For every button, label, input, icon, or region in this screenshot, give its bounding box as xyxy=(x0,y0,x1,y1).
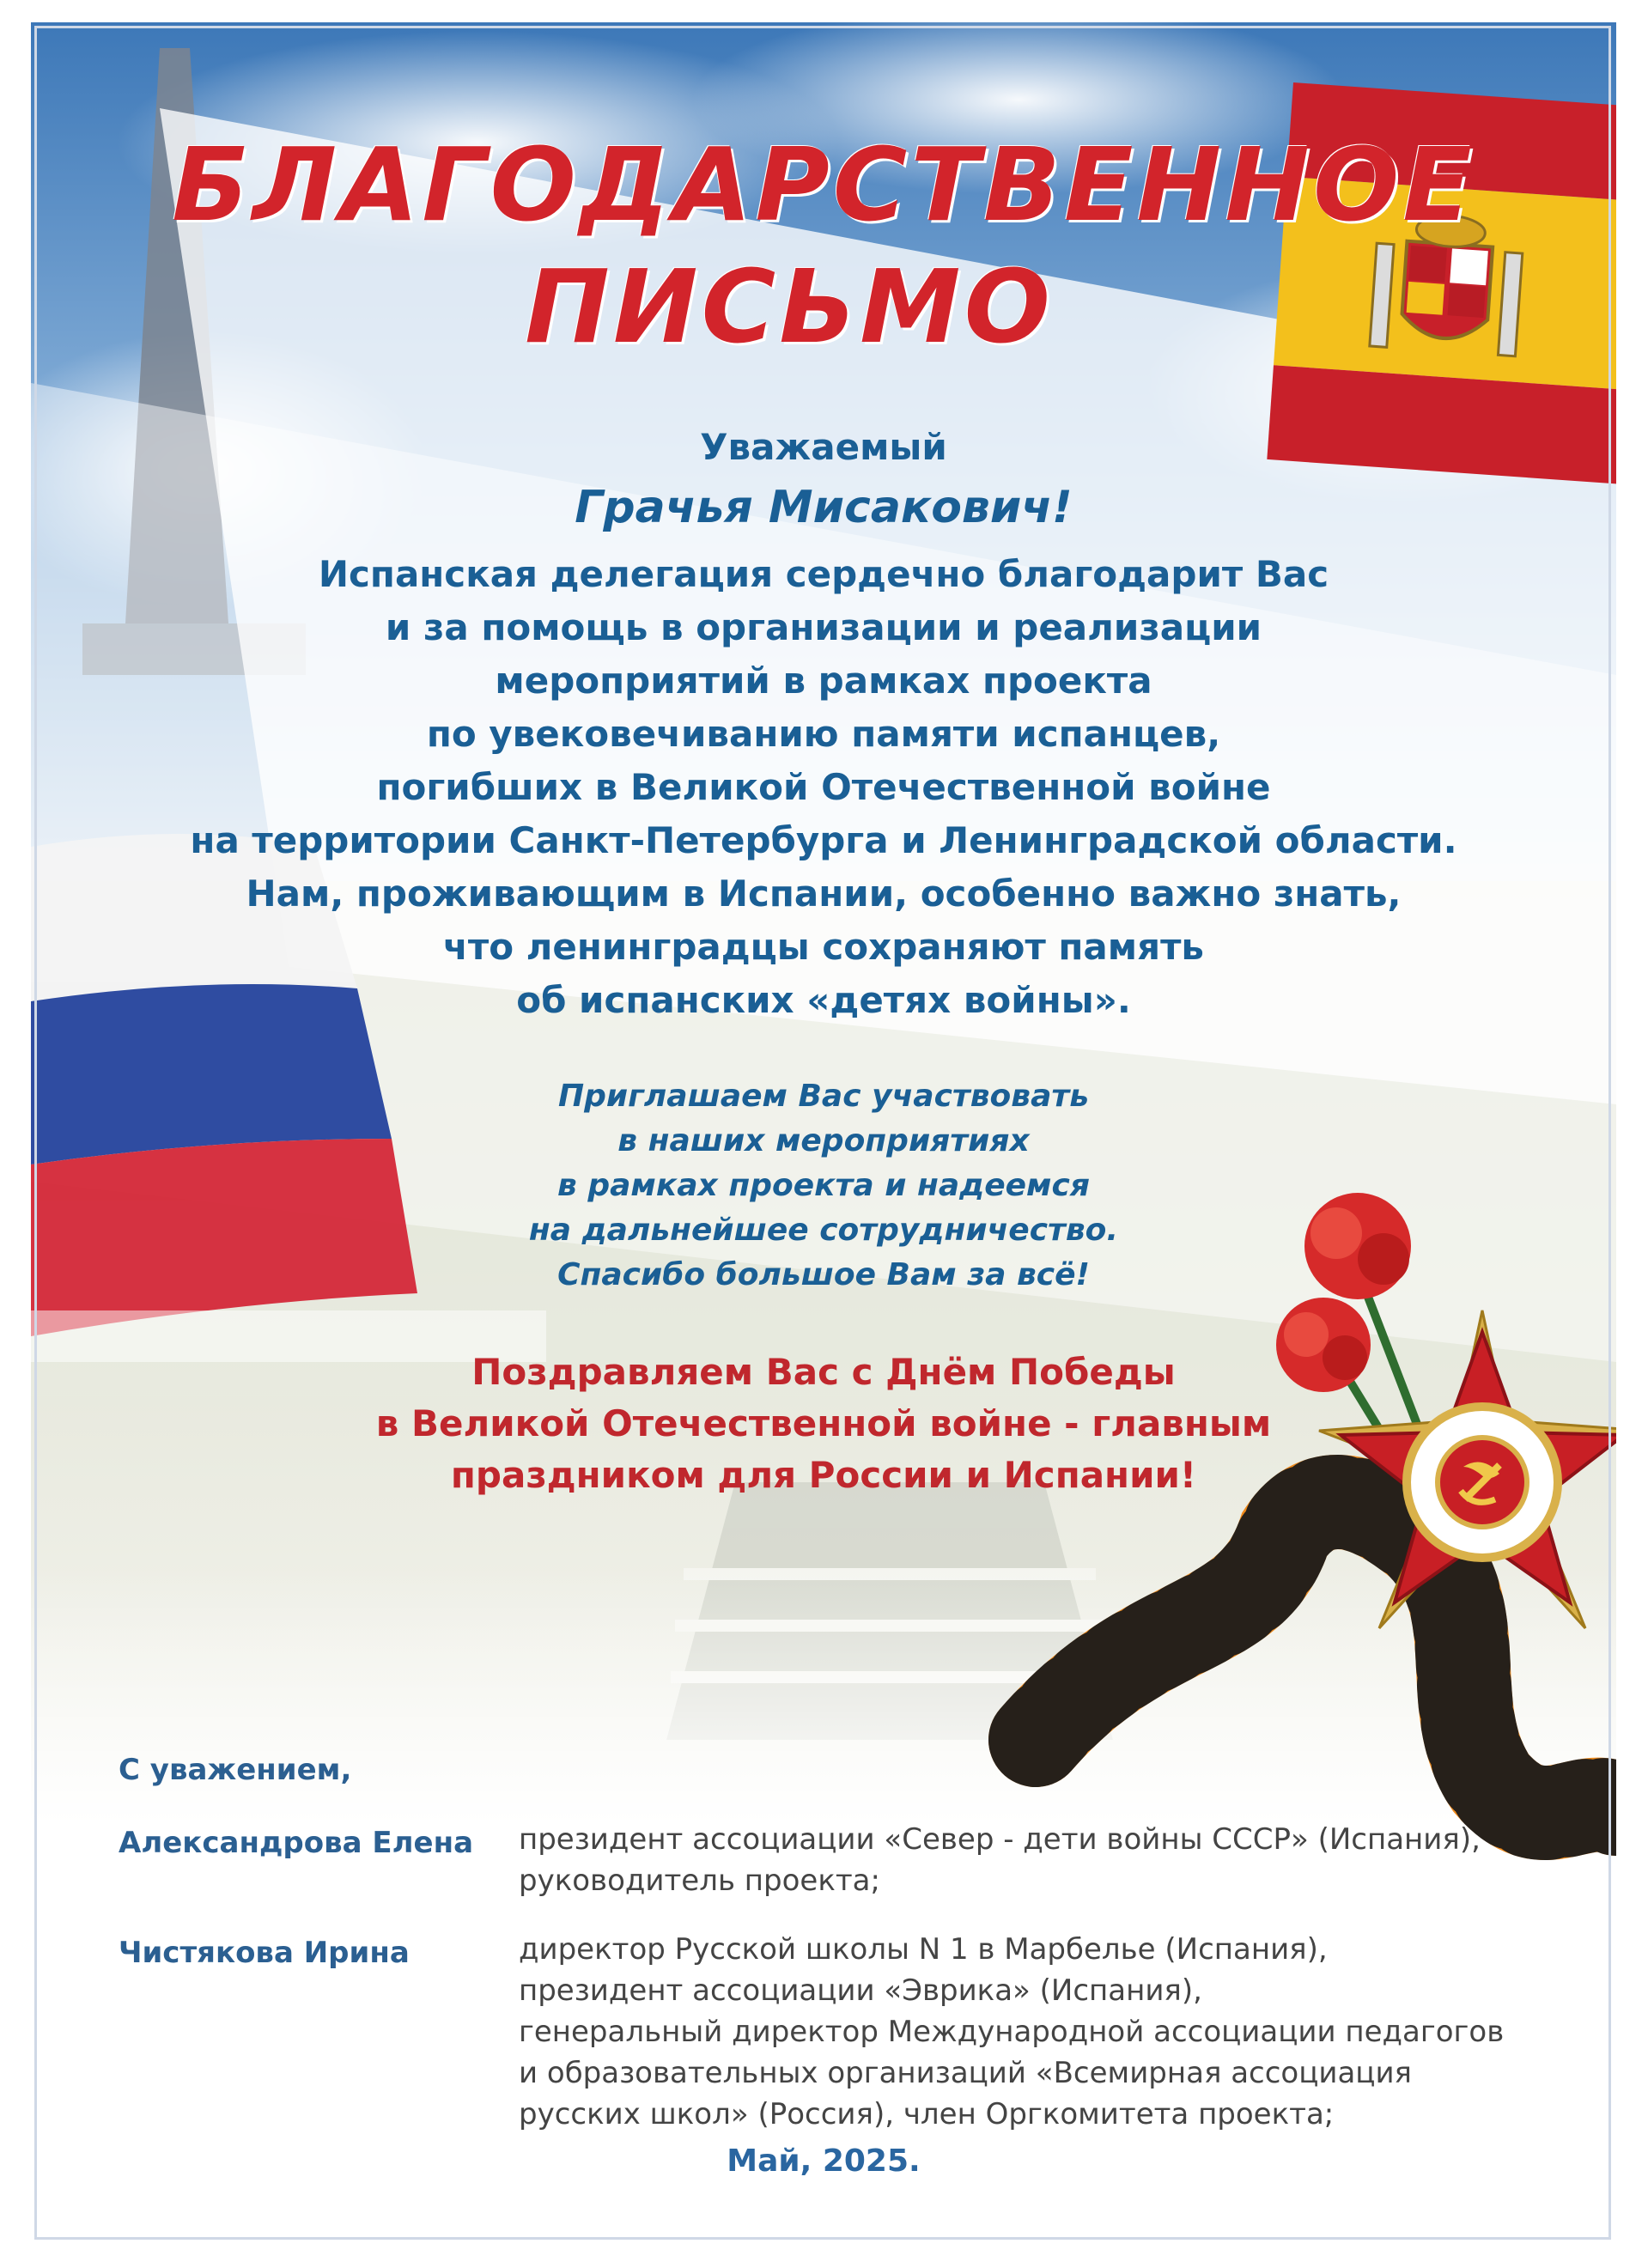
body-line: мероприятий в рамках проекта xyxy=(495,660,1152,702)
invitation-paragraph xyxy=(31,1074,1616,1298)
signatory-name: Александрова Елена xyxy=(119,1826,474,1860)
body-line: погибших в Великой Отечественной войне xyxy=(376,766,1271,808)
body-line: Испанская делегация сердечно благодарит Вас xyxy=(318,553,1329,595)
body-line: по увековечиванию памяти испанцев, xyxy=(426,713,1221,755)
title-line-2: ПИСЬМО xyxy=(525,247,1054,366)
signatory-name: Чистякова Ирина xyxy=(119,1936,410,1970)
role-line: президент ассоциации «Север - дети войны СССР» (Испания), xyxy=(519,1822,1481,1857)
title-line-1: БЛАГОДАРСТВЕННОЕ xyxy=(172,125,1475,244)
signatory-role xyxy=(519,1929,1504,2135)
letter-date: Май, 2025. xyxy=(727,2143,921,2179)
invite-line: Спасибо большое Вам за всё! xyxy=(557,1257,1090,1292)
recipient-name: Грачья Мисакович! xyxy=(575,482,1073,533)
congratulations-paragraph xyxy=(31,1347,1616,1501)
body-line: что ленинградцы сохраняют память xyxy=(443,926,1204,968)
invite-line: в наших мероприятиях xyxy=(617,1123,1030,1158)
invite-line: на дальнейшее сотрудничество. xyxy=(528,1213,1119,1248)
closing: С уважением, xyxy=(119,1753,352,1787)
invite-line: в рамках проекта и надеемся xyxy=(557,1168,1090,1203)
body-line: об испанских «детях войны». xyxy=(516,979,1131,1021)
letter-page xyxy=(31,22,1616,2245)
role-line: генеральный директор Международной ассоциации педагогов xyxy=(519,2015,1505,2049)
role-line: руководитель проекта; xyxy=(519,1864,880,1898)
invite-line: Приглашаем Вас участвовать xyxy=(558,1079,1089,1114)
body-line: Нам, проживающим в Испании, особенно важно знать, xyxy=(246,873,1402,915)
body-paragraph xyxy=(31,548,1616,1027)
body-line: на территории Санкт-Петербурга и Ленинградской области. xyxy=(190,819,1457,861)
congrats-line: праздником для России и Испании! xyxy=(450,1454,1197,1496)
role-line: и образовательных организаций «Всемирная ассоциация xyxy=(519,2056,1412,2090)
congrats-line: Поздравляем Вас с Днём Победы xyxy=(471,1351,1176,1393)
congrats-line: в Великой Отечественной войне - главным xyxy=(375,1402,1272,1444)
body-line: и за помощь в организации и реализации xyxy=(385,606,1262,648)
role-line: русских школ» (Россия), член Оргкомитета проекта; xyxy=(519,2097,1335,2131)
greeting: Уважаемый xyxy=(700,426,947,468)
signatory-role xyxy=(519,1819,1481,1901)
role-line: директор Русской школы N 1 в Марбелье (Испания), xyxy=(519,1932,1328,1967)
role-line: президент ассоциации «Эврика» (Испания), xyxy=(519,1973,1202,2008)
